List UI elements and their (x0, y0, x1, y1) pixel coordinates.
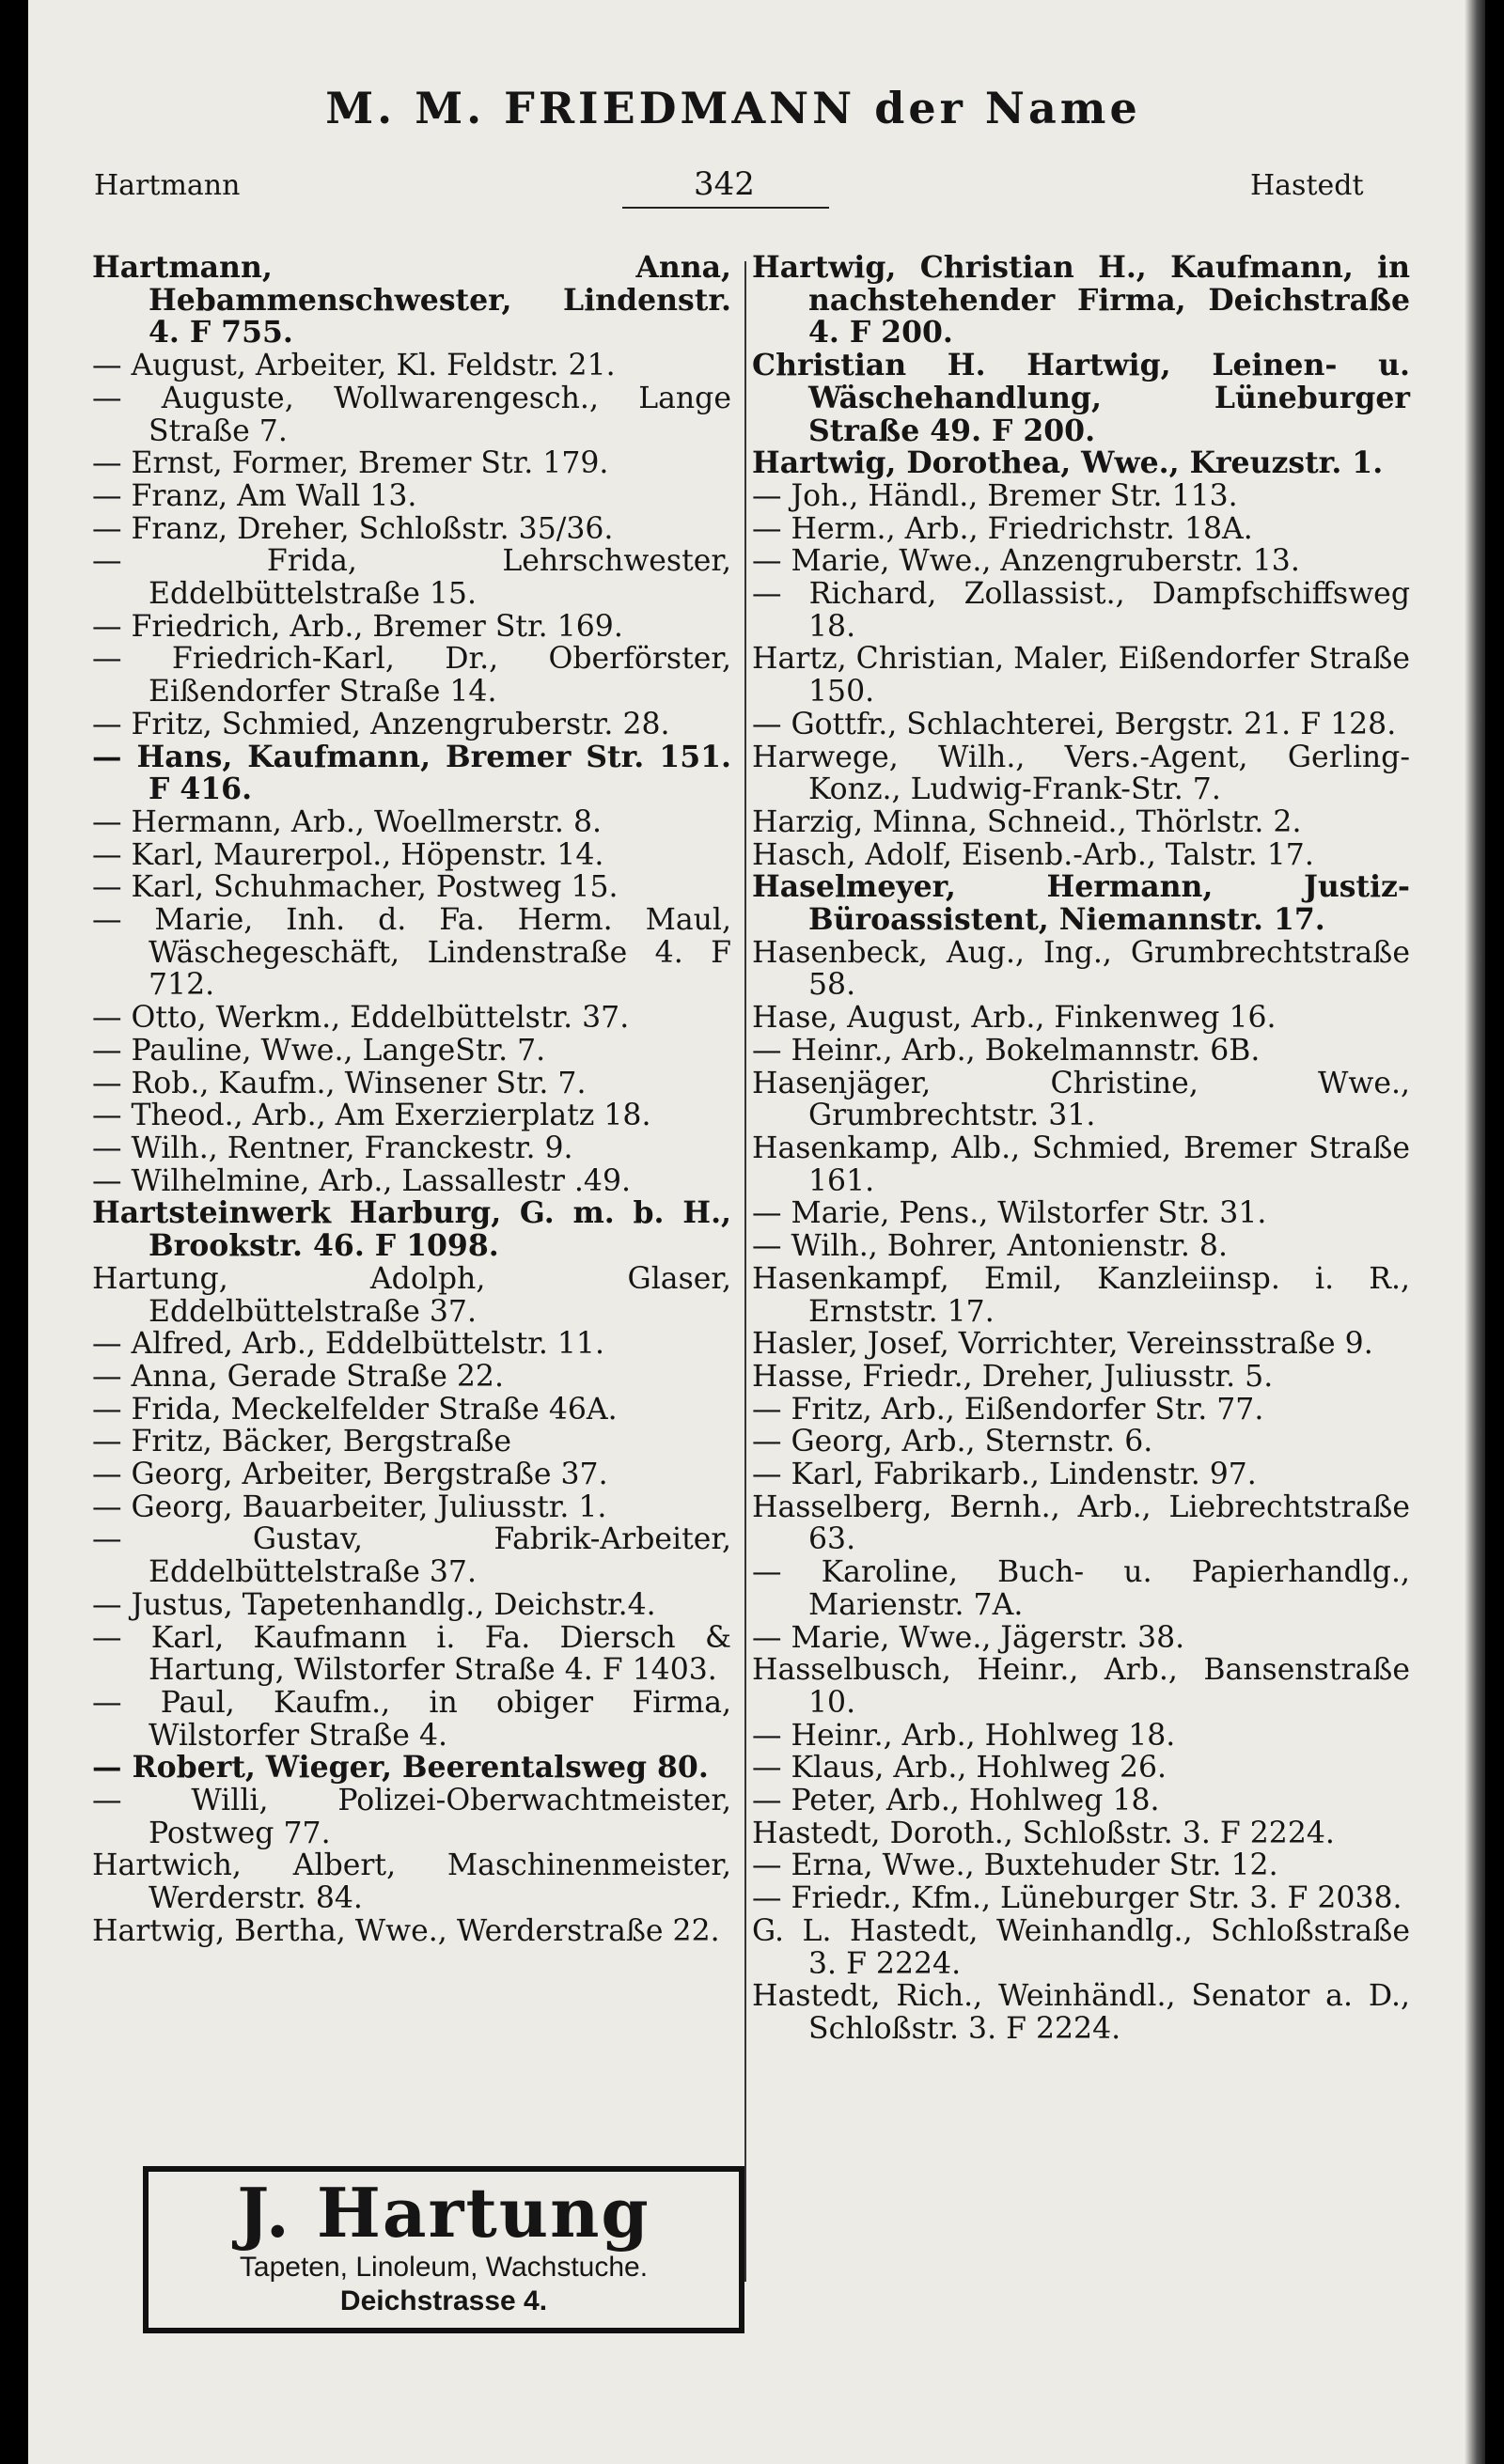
directory-entry: — Frida, Lehrschwester, Eddelbüttelstraße 15. (92, 544, 742, 612)
right-column (752, 250, 1420, 2046)
directory-entry: — Auguste, Wollwarengesch., Lange Straße 7. (92, 381, 742, 448)
directory-entry: — Franz, Am Wall 13. (92, 478, 417, 513)
directory-entry: Hasenjäger, Christine, Wwe., Grumbrechtstr. 31. (752, 1066, 1420, 1133)
running-head-left: Hartmann (94, 169, 241, 202)
directory-entry: — Karoline, Buch- u. Papierhandlg., Marienstr. 7A. (752, 1555, 1420, 1622)
directory-entry: Harzig, Minna, Schneid., Thörlstr. 2. (752, 804, 1302, 839)
directory-entry: — Marie, Wwe., Jägerstr. 38. (752, 1620, 1185, 1655)
advertisement-products: Tapeten, Linoleum, Wachstuche. (239, 2252, 649, 2283)
directory-entry: — Gustav, Fabrik-Arbeiter, Eddelbüttelstraße 37. (92, 1522, 742, 1590)
advertisement-name: J. Hartung (237, 2173, 650, 2253)
directory-entry: — Heinr., Arb., Hohlweg 18. (752, 1718, 1176, 1753)
directory-entry: — Karl, Schuhmacher, Postweg 15. (92, 870, 619, 905)
directory-entry: Haselmeyer, Hermann, Justiz-Büroassistent, Niemannstr. 17. (752, 869, 1410, 938)
directory-entry: Hartmann, Anna, Hebammenschwester, Lindenstr. 4. F 755. (92, 250, 742, 351)
directory-entry: — Karl, Kaufmann i. Fa. Diersch & Hartung, Wilstorfer Straße 4. F 1403. (92, 1620, 742, 1688)
advertisement-box (143, 2166, 744, 2333)
directory-entry: Hartsteinwerk Harburg, G. m. b. H., Brookstr. 46. F 1098. (92, 1195, 742, 1264)
directory-entry: Hasse, Friedr., Dreher, Juliusstr. 5. (752, 1359, 1274, 1394)
directory-entry: — Joh., Händl., Bremer Str. 113. (752, 478, 1238, 513)
directory-entry: — Richard, Zollassist., Dampfschiffsweg 18. (752, 577, 1420, 644)
directory-entry: — Heinr., Arb., Bokelmannstr. 6B. (752, 1033, 1261, 1068)
advertisement-address: Deichstrasse 4. (339, 2285, 548, 2316)
directory-page (28, 0, 1485, 2464)
directory-entry: — Anna, Gerade Straße 22. (92, 1359, 504, 1394)
directory-entry: — Frida, Meckelfelder Straße 46A. (92, 1392, 618, 1427)
column-divider (744, 261, 746, 2282)
directory-entry: — Hans, Kaufmann, Bremer Str. 151. F 416. (92, 739, 742, 807)
directory-entry: — Willi, Polizei-Oberwachtmeister, Postweg 77. (92, 1784, 742, 1850)
directory-entry: — Marie, Wwe., Anzengruberstr. 13. (752, 544, 1300, 579)
directory-entry: — Rob., Kaufm., Winsener Str. 7. (92, 1066, 587, 1100)
directory-entry: Harwege, Wilh., Vers.-Agent, Gerling-Konz., Ludwig-Frank-Str. 7. (752, 740, 1410, 807)
directory-entry: Hasselbusch, Heinr., Arb., Bansenstraße 10. (752, 1653, 1420, 1720)
directory-entry: Hastedt, Doroth., Schloßstr. 3. F 2224. (752, 1816, 1335, 1850)
directory-entry: — Justus, Tapetenhandlg., Deichstr.4. (92, 1587, 656, 1622)
directory-entry: — Friedrich, Arb., Bremer Str. 169. (92, 609, 623, 644)
directory-entry: Hasenbeck, Aug., Ing., Grumbrechtstraße 58. (752, 935, 1420, 1003)
directory-entry: — Georg, Bauarbeiter, Juliusstr. 1. (92, 1489, 607, 1524)
directory-entry: — August, Arbeiter, Kl. Feldstr. 21. (92, 349, 616, 383)
directory-entry: Hartwig, Christian H., Kaufmann, in nachstehender Firma, Deichstraße 4. F 200. (752, 250, 1420, 351)
directory-entry: — Karl, Fabrikarb., Lindenstr. 97. (752, 1458, 1257, 1492)
directory-entry: — Wilh., Rentner, Franckestr. 9. (92, 1131, 573, 1165)
left-column (92, 250, 742, 1948)
header-rule (622, 207, 829, 209)
directory-entry: Hasch, Adolf, Eisenb.-Arb., Talstr. 17. (752, 837, 1314, 872)
directory-entry: Hartwig, Dorothea, Wwe., Kreuzstr. 1. (752, 445, 1384, 481)
directory-entry: — Fritz, Schmied, Anzengruberstr. 28. (92, 707, 670, 741)
directory-entry: — Otto, Werkm., Eddelbüttelstr. 37. (92, 1001, 630, 1036)
page-banner: M. M. FRIEDMANN der Name (325, 83, 1141, 133)
page-number: 342 (694, 165, 755, 203)
directory-entry: — Fritz, Arb., Eißendorfer Str. 77. (752, 1392, 1264, 1427)
directory-entry: Hase, August, Arb., Finkenweg 16. (752, 1001, 1277, 1036)
directory-entry: Hasenkampf, Emil, Kanzleiinsp. i. R., Ernststr. 17. (752, 1261, 1420, 1329)
directory-entry: Hartz, Christian, Maler, Eißendorfer Straße 150. (752, 642, 1420, 710)
directory-entry: Christian H. Hartwig, Leinen- u. Wäschehandlung, Lüneburger Straße 49. F 200. (752, 348, 1420, 448)
directory-entry: — Peter, Arb., Hohlweg 18. (752, 1784, 1160, 1818)
directory-entry: — Theod., Arb., Am Exerzierplatz 18. (92, 1099, 651, 1133)
directory-entry: — Franz, Dreher, Schloßstr. 35/36. (92, 511, 614, 546)
directory-entry: Hartung, Adolph, Glaser, Eddelbüttelstraße 37. (92, 1261, 742, 1329)
directory-entry: — Karl, Maurerpol., Höpenstr. 14. (92, 837, 604, 872)
directory-entry: — Marie, Inh. d. Fa. Herm. Maul, Wäschegeschäft, Lindenstraße 4. F 712. (92, 903, 742, 1003)
directory-entry: — Hermann, Arb., Woellmerstr. 8. (92, 804, 603, 839)
directory-entry: Hasenkamp, Alb., Schmied, Bremer Straße 161. (752, 1131, 1420, 1198)
directory-entry: — Paul, Kaufm., in obiger Firma, Wilstorfer Straße 4. (92, 1685, 742, 1753)
directory-entry: Hasselberg, Bernh., Arb., Liebrechtstraße 63. (752, 1489, 1420, 1557)
directory-entry: — Gottfr., Schlachterei, Bergstr. 21. F 128. (752, 707, 1397, 741)
directory-entry: — Erna, Wwe., Buxtehuder Str. 12. (752, 1848, 1278, 1883)
directory-entry: — Herm., Arb., Friedrichstr. 18A. (752, 511, 1253, 546)
directory-entry: — Wilhelmine, Arb., Lassallestr .49. (92, 1163, 631, 1198)
directory-entry: — Pauline, Wwe., LangeStr. 7. (92, 1033, 546, 1068)
directory-entry: Hartwich, Albert, Maschinenmeister, Werderstr. 84. (92, 1848, 742, 1916)
running-head-right: Hastedt (1250, 169, 1364, 202)
directory-entry: — Marie, Pens., Wilstorfer Str. 31. (752, 1196, 1267, 1231)
directory-entry: Hastedt, Rich., Weinhändl., Senator a. D., Schloßstr. 3. F 2224. (752, 1979, 1420, 2046)
directory-entry: Hasler, Josef, Vorrichter, Vereinsstraße 9. (752, 1327, 1373, 1362)
directory-entry: — Robert, Wieger, Beerentalsweg 80. (92, 1750, 709, 1786)
directory-entry: — Georg, Arbeiter, Bergstraße 37. (92, 1458, 608, 1492)
directory-entry: — Georg, Arb., Sternstr. 6. (752, 1425, 1153, 1459)
directory-entry: — Ernst, Former, Bremer Str. 179. (92, 446, 609, 481)
directory-entry: — Klaus, Arb., Hohlweg 26. (752, 1751, 1167, 1786)
directory-entry: — Fritz, Bäcker, Bergstraße (92, 1425, 512, 1459)
directory-entry: — Wilh., Bohrer, Antonienstr. 8. (752, 1229, 1228, 1264)
directory-entry: Hartwig, Bertha, Wwe., Werderstraße 22. (92, 1913, 720, 1948)
directory-entry: — Alfred, Arb., Eddelbüttelstr. 11. (92, 1327, 604, 1362)
directory-entry: G. L. Hastedt, Weinhandlg., Schloßstraße 3. F 2224. (752, 1913, 1420, 1981)
directory-entry: — Friedr., Kfm., Lüneburger Str. 3. F 2038. (752, 1881, 1402, 1916)
directory-entry: — Friedrich-Karl, Dr., Oberförster, Eißendorfer Straße 14. (92, 642, 742, 710)
